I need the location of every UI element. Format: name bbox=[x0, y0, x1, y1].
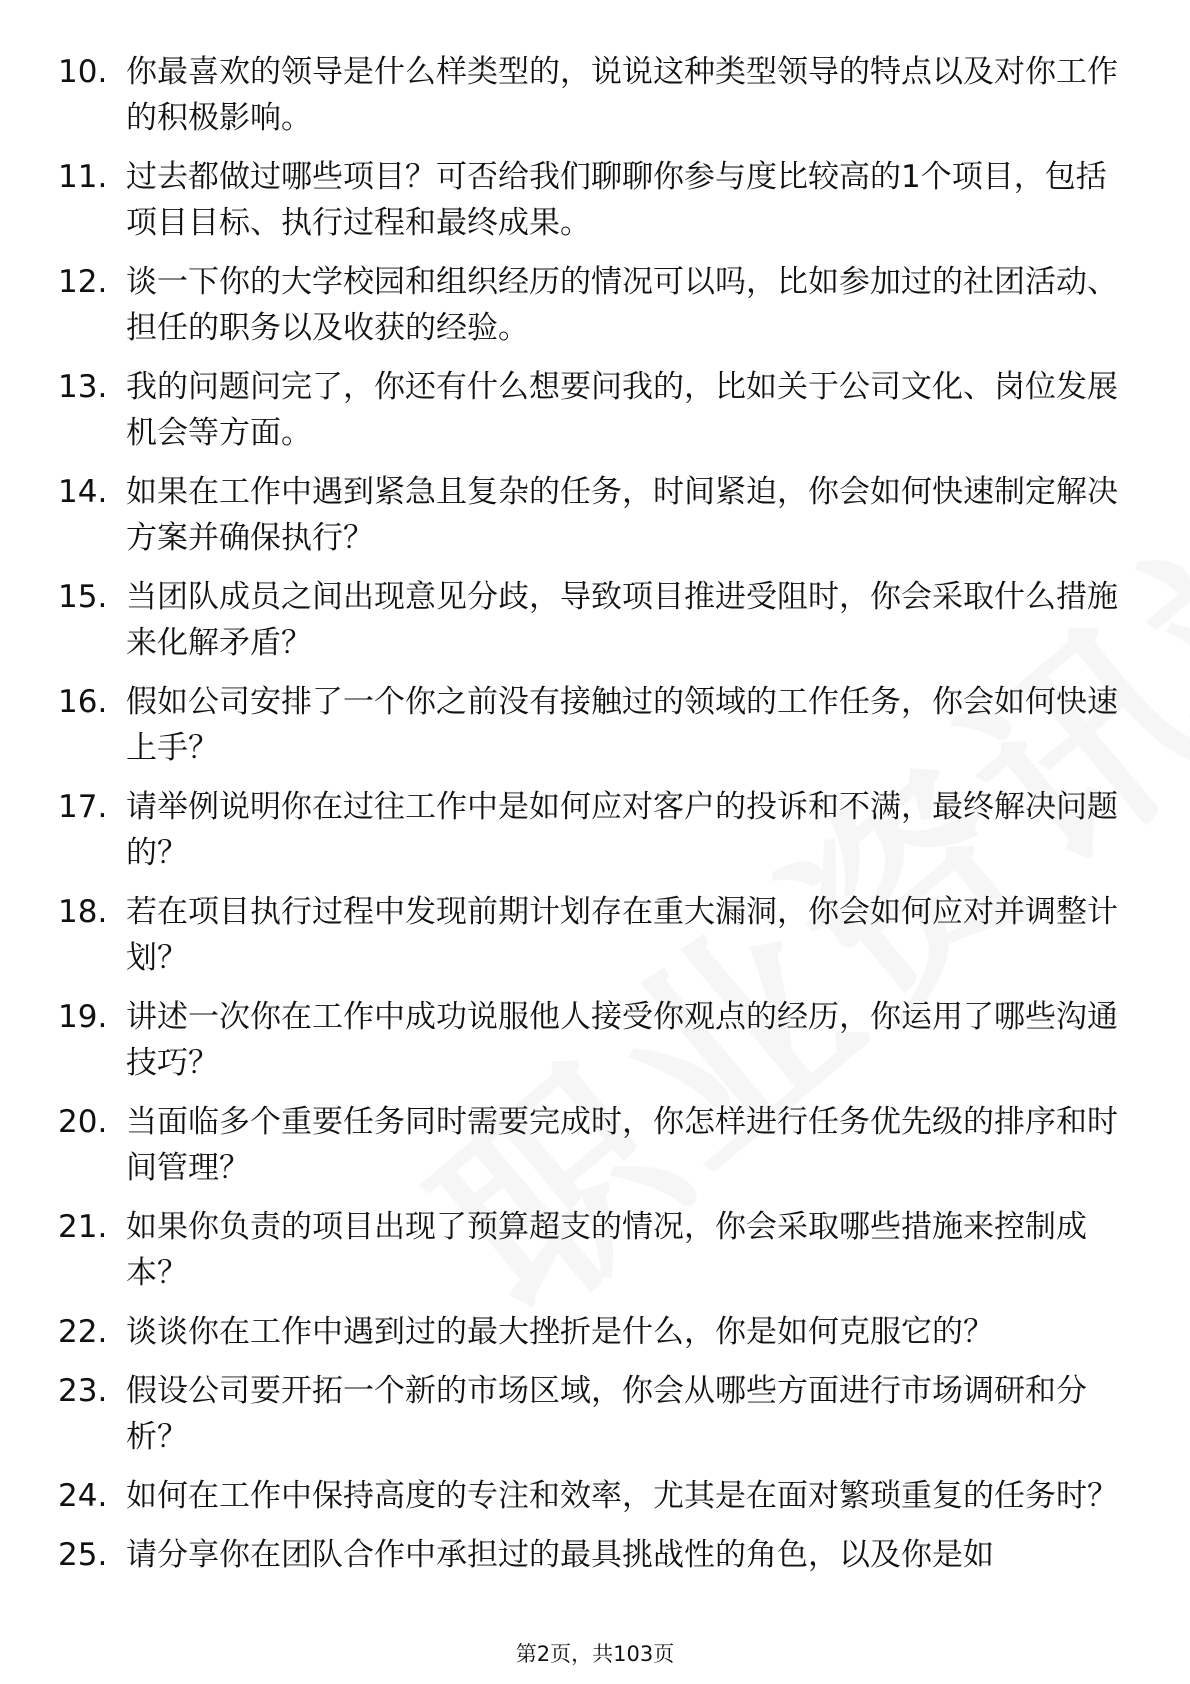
question-text: 过去都做过哪些项目？可否给我们聊聊你参与度比较高的1个项目，包括项目目标、执行过程和最终成果。 bbox=[126, 159, 1107, 241]
question-number: 15. bbox=[58, 579, 108, 615]
question-text: 如何在工作中保持高度的专注和效率，尤其是在面对繁琐重复的任务时？ bbox=[126, 1478, 1118, 1514]
question-text: 谈谈你在工作中遇到过的最大挫折是什么，你是如何克服它的？ bbox=[126, 1314, 994, 1350]
question-number: 10. bbox=[58, 54, 108, 90]
question-item bbox=[58, 364, 1118, 456]
question-number: 22. bbox=[58, 1314, 108, 1350]
question-item bbox=[58, 679, 1118, 771]
question-item bbox=[58, 1473, 1118, 1519]
question-item bbox=[58, 994, 1118, 1086]
question-item bbox=[58, 1099, 1118, 1191]
question-number: 18. bbox=[58, 894, 108, 930]
question-item bbox=[58, 574, 1118, 666]
question-item bbox=[58, 259, 1118, 351]
question-list bbox=[58, 49, 1118, 1591]
question-text: 你最喜欢的领导是什么样类型的，说说这种类型领导的特点以及对你工作的积极影响。 bbox=[126, 54, 1118, 136]
question-number: 11. bbox=[58, 159, 108, 195]
question-item bbox=[58, 49, 1118, 141]
question-number: 12. bbox=[58, 264, 108, 300]
question-item bbox=[58, 1532, 1118, 1578]
question-text: 当团队成员之间出现意见分歧，导致项目推进受阻时，你会采取什么措施来化解矛盾？ bbox=[126, 579, 1118, 661]
question-text: 当面临多个重要任务同时需要完成时，你怎样进行任务优先级的排序和时间管理？ bbox=[126, 1104, 1118, 1186]
question-item bbox=[58, 1204, 1118, 1296]
question-item bbox=[58, 154, 1118, 246]
question-number: 21. bbox=[58, 1209, 108, 1245]
page-footer: 第2页，共103页 bbox=[515, 1642, 675, 1666]
question-item bbox=[58, 1368, 1118, 1460]
question-number: 23. bbox=[58, 1373, 108, 1409]
question-item bbox=[58, 1309, 1118, 1355]
question-item bbox=[58, 889, 1118, 981]
question-number: 25. bbox=[58, 1537, 108, 1573]
question-text: 请分享你在团队合作中承担过的最具挑战性的角色，以及你是如 bbox=[126, 1537, 994, 1573]
question-number: 13. bbox=[58, 369, 108, 405]
question-text: 假如公司安排了一个你之前没有接触过的领域的工作任务，你会如何快速上手？ bbox=[126, 684, 1118, 766]
question-number: 14. bbox=[58, 474, 108, 510]
question-number: 20. bbox=[58, 1104, 108, 1140]
question-text: 我的问题问完了，你还有什么想要问我的，比如关于公司文化、岗位发展机会等方面。 bbox=[126, 369, 1118, 451]
question-number: 19. bbox=[58, 999, 108, 1035]
question-number: 16. bbox=[58, 684, 108, 720]
question-text: 如果在工作中遇到紧急且复杂的任务，时间紧迫，你会如何快速制定解决方案并确保执行？ bbox=[126, 474, 1118, 556]
question-number: 24. bbox=[58, 1478, 108, 1514]
question-item bbox=[58, 784, 1118, 876]
question-text: 讲述一次你在工作中成功说服他人接受你观点的经历，你运用了哪些沟通技巧？ bbox=[126, 999, 1118, 1081]
question-text: 假设公司要开拓一个新的市场区域，你会从哪些方面进行市场调研和分析？ bbox=[126, 1373, 1087, 1455]
question-text: 若在项目执行过程中发现前期计划存在重大漏洞，你会如何应对并调整计划？ bbox=[126, 894, 1118, 976]
question-text: 请举例说明你在过往工作中是如何应对客户的投诉和不满，最终解决问题的？ bbox=[126, 789, 1118, 871]
question-item bbox=[58, 469, 1118, 561]
question-text: 谈一下你的大学校园和组织经历的情况可以吗，比如参加过的社团活动、担任的职务以及收获的经验。 bbox=[126, 264, 1118, 346]
question-number: 17. bbox=[58, 789, 108, 825]
question-text: 如果你负责的项目出现了预算超支的情况，你会采取哪些措施来控制成本？ bbox=[126, 1209, 1087, 1291]
